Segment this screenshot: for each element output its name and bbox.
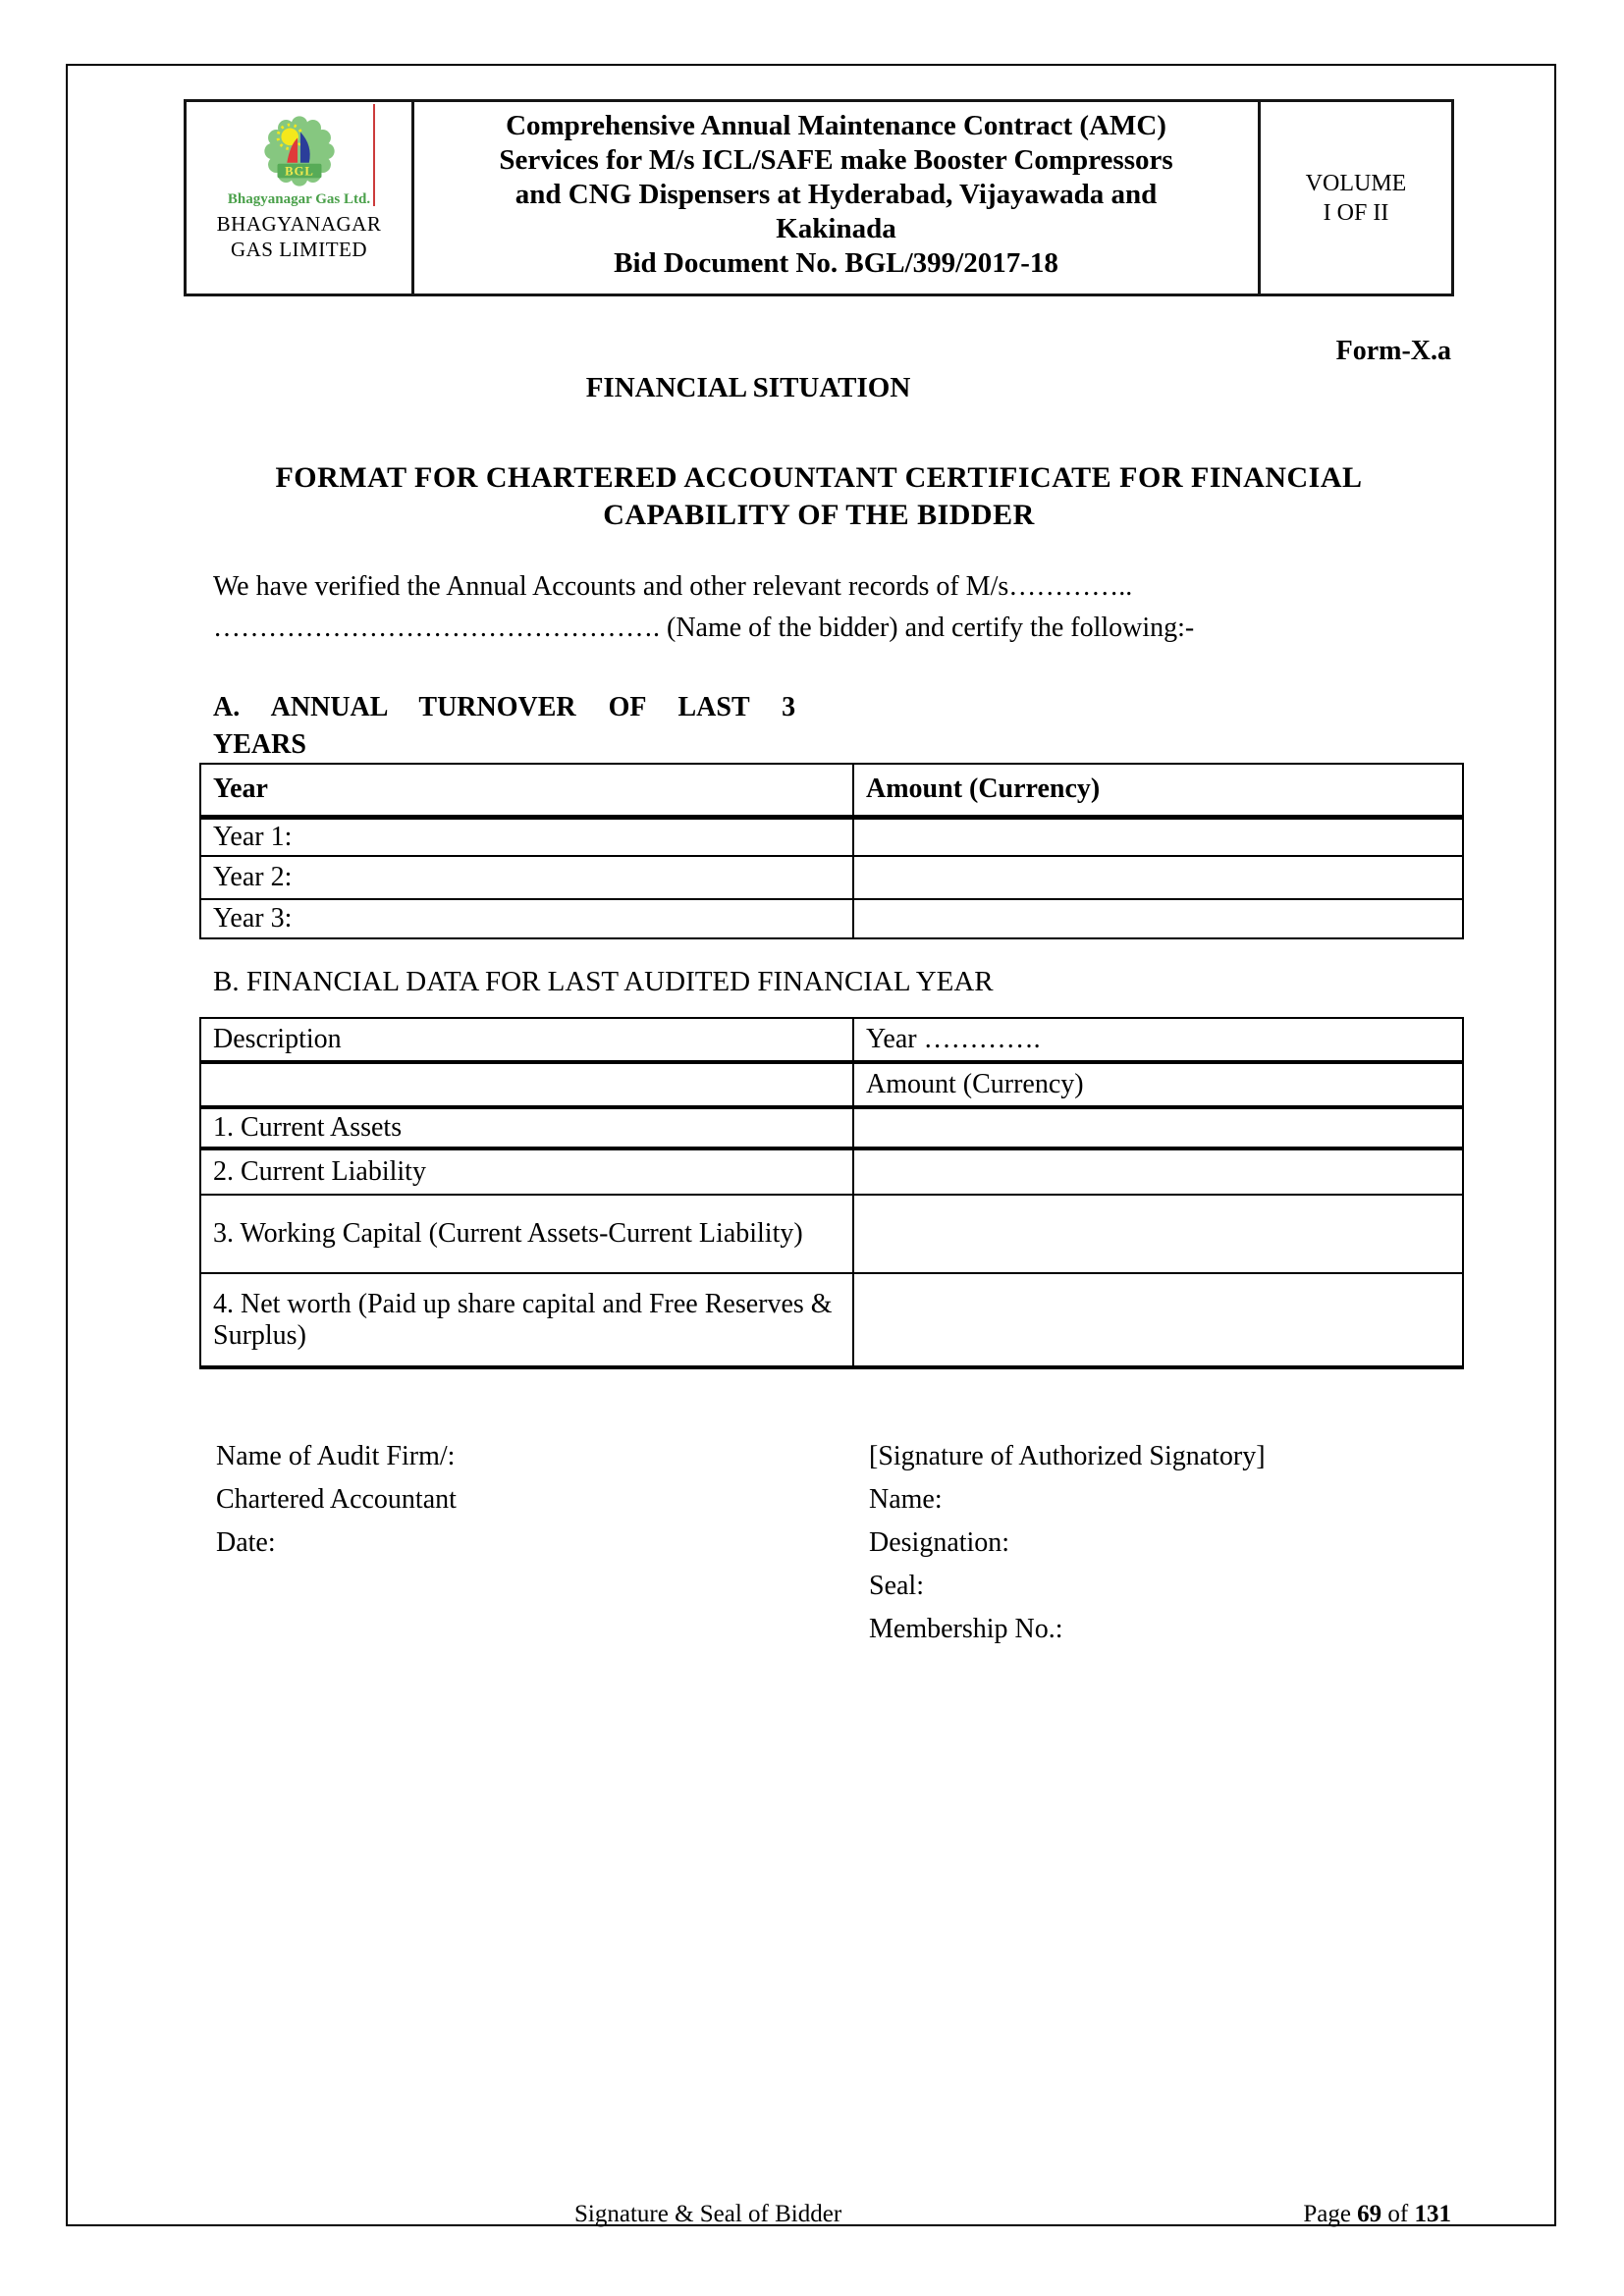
table-row [200, 1062, 1463, 1107]
document-header [184, 99, 1454, 296]
chartered-accountant-label: Chartered Accountant [216, 1484, 457, 1515]
amount-column-header: Amount (Currency) [853, 764, 1463, 817]
section-a-heading-line2: YEARS [213, 729, 306, 760]
section-a-heading-line1: A. ANNUAL TURNOVER OF LAST 3 [213, 692, 796, 722]
amount-cell-empty [853, 1107, 1463, 1148]
audit-firm-label: Name of Audit Firm/: [216, 1441, 456, 1471]
financial-data-table [199, 1017, 1464, 1369]
intro-paragraph [213, 566, 1470, 649]
amount-cell-empty [853, 1148, 1463, 1195]
header-title-line: Comprehensive Annual Maintenance Contract (AMC) [506, 110, 1166, 141]
table-row [200, 817, 1463, 856]
page-number [1303, 2201, 1451, 2228]
page-word: Page [1303, 2201, 1351, 2227]
table-row [200, 1273, 1463, 1367]
intro-line1: We have verified the Annual Accounts and other relevant records of M/s………….. [213, 571, 1133, 602]
logo-cell [187, 102, 414, 294]
description-cell-empty [200, 1062, 853, 1107]
year-2-cell: Year 2: [200, 856, 853, 899]
year-dotted-cell: Year …………. [853, 1018, 1463, 1062]
amount-column-header: Amount (Currency) [853, 1062, 1463, 1107]
footer-signature-label: Signature & Seal of Bidder [574, 2201, 842, 2227]
current-assets-cell: 1. Current Assets [200, 1107, 853, 1148]
page-number-total: 131 [1414, 2201, 1451, 2227]
table-header-row [200, 764, 1463, 817]
annual-turnover-table [199, 763, 1464, 939]
page-title: FINANCIAL SITUATION [585, 372, 911, 403]
current-liability-cell: 2. Current Liability [200, 1148, 853, 1195]
header-title-line: Services for M/s ICL/SAFE make Booster Compressors [499, 144, 1173, 176]
date-label: Date: [216, 1527, 276, 1558]
header-volume-cell [1261, 102, 1451, 294]
section-b-heading: B. FINANCIAL DATA FOR LAST AUDITED FINANCIAL YEAR [213, 966, 994, 997]
year-3-cell: Year 3: [200, 899, 853, 938]
amount-cell-empty [853, 899, 1463, 938]
page-number-current: 69 [1357, 2201, 1382, 2227]
certificate-heading-line1: FORMAT FOR CHARTERED ACCOUNTANT CERTIFICATE FOR FINANCIAL [275, 461, 1363, 494]
bid-document-number: Bid Document No. BGL/399/2017-18 [614, 247, 1058, 279]
of-word: of [1387, 2201, 1409, 2227]
amount-cell-empty [853, 1273, 1463, 1367]
name-label: Name: [869, 1484, 943, 1515]
table-row [200, 1195, 1463, 1273]
bgl-logo-icon [242, 109, 357, 193]
year-column-header: Year [200, 764, 853, 817]
signature-block-right [869, 1435, 1266, 1651]
header-title-cell [414, 102, 1261, 294]
table-row [200, 899, 1463, 938]
volume-label-line2: I OF II [1323, 199, 1389, 226]
table-header-row [200, 1018, 1463, 1062]
designation-label: Designation: [869, 1527, 1010, 1558]
membership-no-label: Membership No.: [869, 1614, 1063, 1644]
table-row [200, 1148, 1463, 1195]
table-row [200, 856, 1463, 899]
company-name-line1: BHAGYANAGAR [216, 212, 382, 236]
intro-line2: …………………………………………. (Name of the bidder) and certify the following:- [213, 613, 1195, 643]
description-column-header: Description [200, 1018, 853, 1062]
logo-tagline: Bhagyanagar Gas Ltd. [227, 191, 371, 207]
year-1-cell: Year 1: [200, 817, 853, 856]
bgl-acronym: BGL [284, 164, 314, 179]
working-capital-cell: 3. Working Capital (Current Assets-Current Liability) [200, 1195, 853, 1273]
signature-block-left [216, 1435, 457, 1565]
scan-artifact-line [373, 104, 375, 206]
section-a-heading [213, 689, 795, 764]
form-code: Form-X.a [1335, 336, 1451, 366]
volume-label-line1: VOLUME [1305, 170, 1407, 196]
table-row [200, 1107, 1463, 1148]
amount-cell-empty [853, 856, 1463, 899]
page-border [66, 64, 1556, 2226]
seal-label: Seal: [869, 1571, 924, 1601]
net-worth-cell: 4. Net worth (Paid up share capital and Free Reserves & Surplus) [200, 1273, 853, 1367]
header-title-line: Kakinada [776, 213, 896, 244]
certificate-heading-line2: CAPABILITY OF THE BIDDER [603, 499, 1035, 531]
amount-cell-empty [853, 1195, 1463, 1273]
company-name-line2: GAS LIMITED [230, 238, 368, 261]
authorized-signatory-label: [Signature of Authorized Signatory] [869, 1441, 1266, 1471]
header-title-line: and CNG Dispensers at Hyderabad, Vijayawada and [514, 179, 1158, 210]
certificate-heading [184, 459, 1454, 534]
amount-cell-empty [853, 817, 1463, 856]
